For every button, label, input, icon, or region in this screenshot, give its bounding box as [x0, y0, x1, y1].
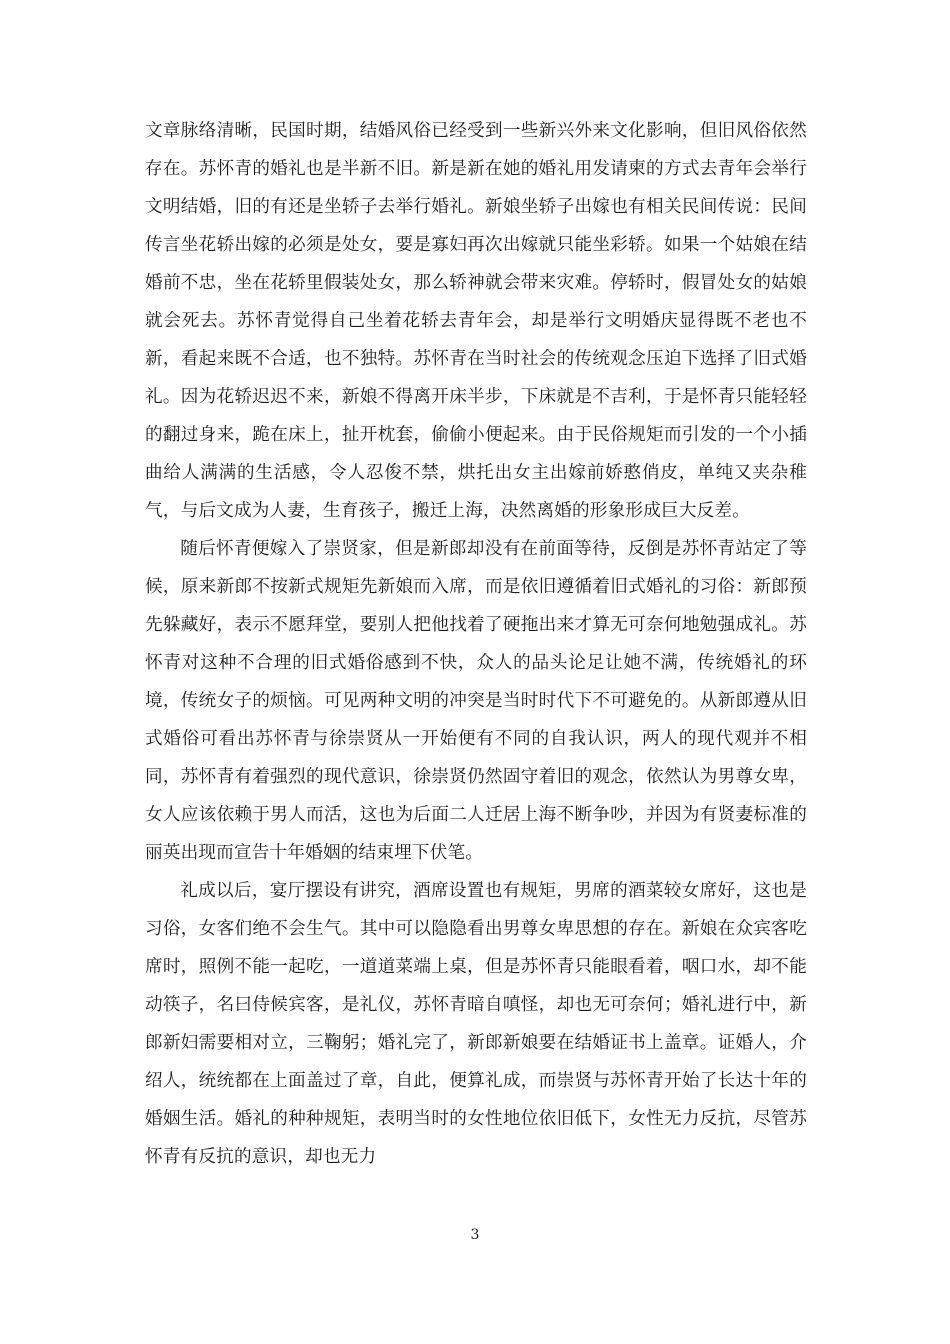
paragraph-2: 随后怀青便嫁入了崇贤家，但是新郎却没有在前面等待，反倒是苏怀青站定了等候，原来新郎不按新式规矩先新娘而入席，而是依旧遵循着旧式婚礼的习俗：新郎预先躲藏好，表示不愿拜堂，要别人把他找着了硬拖出来才算无可奈何地勉强成礼。苏怀青对这种不合理的旧式婚俗感到不快，众人的品头论足让她不满，传统婚礼的环境，传统女子的烦恼。可见两种文明的冲突是当时时代下不可避免的。从新郎遵从旧式婚俗可看出苏怀青与徐崇贤从一开始便有不同的自我认识，两人的现代观并不相同，苏怀青有着强烈的现代意识，徐崇贤仍然固守着旧的观念，依然认为男尊女卑，女人应该依赖于男人而活，这也为后面二人迁居上海不断争吵，并因为有贤妻标准的丽英出现而宣告十年婚姻的结束埋下伏笔。: [145, 539, 807, 863]
page-number: 3: [470, 1227, 480, 1243]
paragraph-3: 礼成以后，宴厅摆设有讲究，酒席设置也有规矩，男席的酒菜较女席好，这也是习俗，女客们绝不会生气。其中可以隐隐看出男尊女卑思想的存在。新娘在众宾客吃席时，照例不能一起吃，一道道菜端上桌，但是苏怀青只能眼看着，咽口水，却不能动筷子，名曰侍候宾客，是礼仪，苏怀青暗自嗔怪，却也无可奈何；婚礼进行中，新郎新妇需要相对立，三鞠躬；婚礼完了，新郎新娘要在结婚证书上盖章。证婚人，介绍人，统统都在上面盖过了章，自此，便算礼成，而崇贤与苏怀青开始了长达十年的婚姻生活。婚礼的种种规矩，表明当时的女性地位依旧低下，女性无力反抗，尽管苏怀青有反抗的意识，却也无力: [145, 881, 807, 1167]
paragraph-1: 文章脉络清晰，民国时期，结婚风俗已经受到一些新兴外来文化影响，但旧风俗依然存在。苏怀青的婚礼也是半新不旧。新是新在她的婚礼用发请柬的方式去青年会举行文明结婚，旧的有还是坐轿子去举行婚礼。新娘坐轿子出嫁也有相关民间传说：民间传言坐花轿出嫁的必须是处女，要是寡妇再次出嫁就只能坐彩轿。如果一个姑娘在结婚前不忠，坐在花轿里假装处女，那么轿神就会带来灾难。停轿时，假冒处女的姑娘就会死去。苏怀青觉得自己坐着花轿去青年会，却是举行文明婚庆显得既不老也不新，看起来既不合适，也不独特。苏怀青在当时社会的传统观念压迫下选择了旧式婚礼。因为花轿迟迟不来，新娘不得离开床半步，下床就是不吉利，于是怀青只能轻轻的翻过身来，跪在床上，扯开枕套，偷偷小便起来。由于民俗规矩而引发的一个小插曲给人满满的生活感，令人忍俊不禁，烘托出女主出嫁前娇憨俏皮，单纯又夹杂稚气，与后文成为人妻，生育孩子，搬迁上海，决然离婚的形象形成巨大反差。: [145, 121, 807, 521]
body-text: [145, 112, 807, 1176]
